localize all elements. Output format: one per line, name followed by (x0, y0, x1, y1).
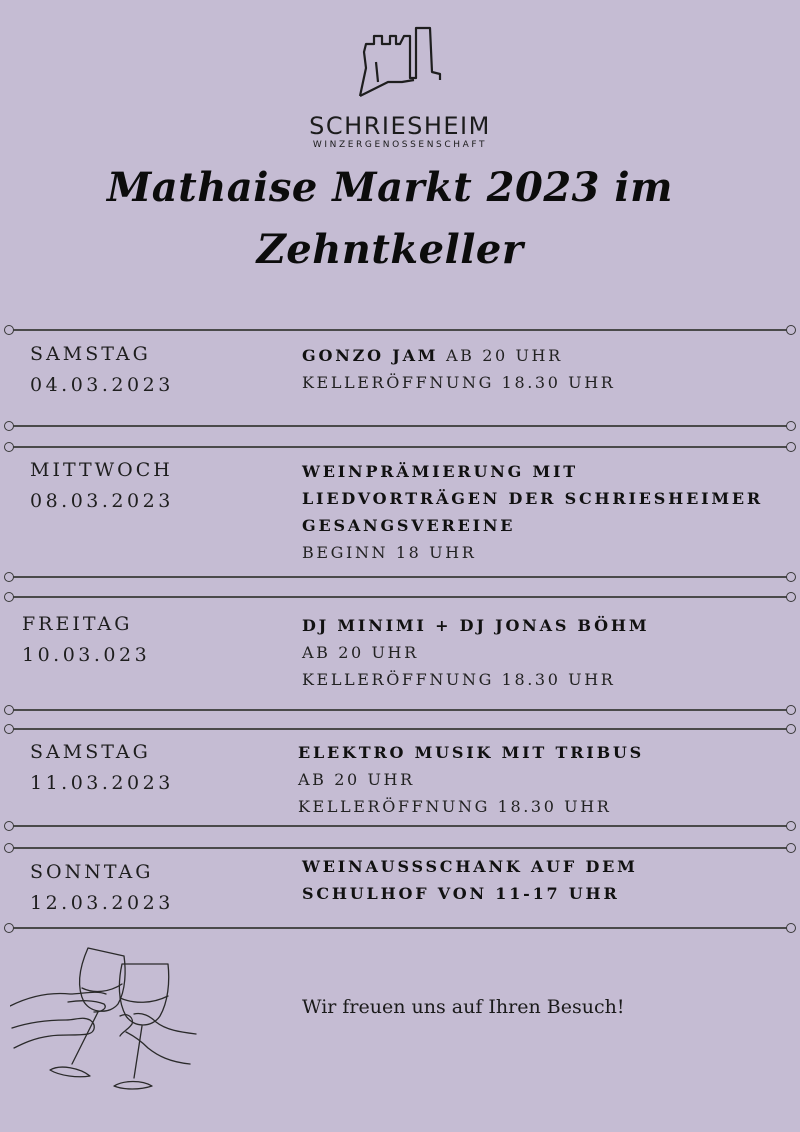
event-headline-row (302, 342, 615, 369)
event-date: 12.03.2023 (30, 892, 174, 914)
divider (0, 440, 800, 454)
event-date: 08.03.2023 (30, 490, 174, 512)
event-line: KELLERÖFFNUNG 18.30 UHR (298, 797, 612, 816)
event-headline-suffix: AB 20 UHR (438, 346, 563, 365)
event-headline: GESANGSVEREINE (302, 516, 516, 535)
event-day: SONNTAG (30, 861, 154, 883)
event-day-block (22, 610, 150, 669)
event-headline: GONZO JAM (302, 346, 439, 365)
event-date: 04.03.2023 (30, 374, 174, 396)
event-line: AB 20 UHR (298, 770, 415, 789)
event-details (302, 612, 649, 693)
event-details (298, 739, 644, 820)
event-day-block (30, 340, 174, 399)
brand-name: SCHRIESHEIM (309, 112, 491, 140)
brand-subtitle: WINZERGENOSSENSCHAFT (312, 140, 488, 150)
event-line: KELLERÖFFNUNG 18.30 UHR (302, 670, 616, 689)
event-day-block (30, 738, 174, 797)
event-line: KELLERÖFFNUNG 18.30 UHR (302, 373, 616, 392)
event-date: 11.03.2023 (30, 772, 174, 794)
wine-glasses-toast-icon (10, 936, 200, 1096)
event-line: AB 20 UHR (302, 643, 419, 662)
event-details (302, 458, 763, 566)
event-headline: LIEDVORTRÄGEN DER SCHRIESHEIMER (302, 489, 763, 508)
event-day: SAMSTAG (30, 741, 151, 763)
logo (0, 0, 800, 160)
event-details (302, 342, 615, 396)
event-headline: ELEKTRO MUSIK MIT TRIBUS (298, 743, 645, 762)
divider (0, 419, 800, 433)
page-title-line1: Mathaise Markt 2023 im (107, 164, 673, 211)
event-headline: DJ MINIMI + DJ JONAS BÖHM (302, 616, 650, 635)
event-line: BEGINN 18 UHR (302, 543, 477, 562)
event-headline: SCHULHOF VON 11-17 UHR (302, 884, 620, 903)
divider (0, 323, 800, 337)
castle-ruin-icon (356, 22, 444, 100)
event-day: MITTWOCH (30, 459, 173, 481)
divider (0, 590, 800, 604)
event-headline: WEINAUSSSCHANK AUF DEM (302, 857, 638, 876)
event-day: SAMSTAG (30, 343, 151, 365)
event-day-block (30, 456, 174, 515)
divider (0, 722, 800, 736)
event-details (302, 853, 638, 907)
event-day: FREITAG (22, 613, 133, 635)
greeting-text: Wir freuen uns auf Ihren Besuch! (302, 996, 625, 1018)
divider (0, 703, 800, 717)
event-headline: WEINPRÄMIERUNG MIT (302, 462, 579, 481)
divider (0, 921, 800, 935)
divider (0, 570, 800, 584)
divider (0, 819, 800, 833)
page-title-line2: Zehntkeller (256, 226, 524, 273)
event-day-block (30, 858, 174, 917)
event-date: 10.03.023 (22, 644, 151, 666)
